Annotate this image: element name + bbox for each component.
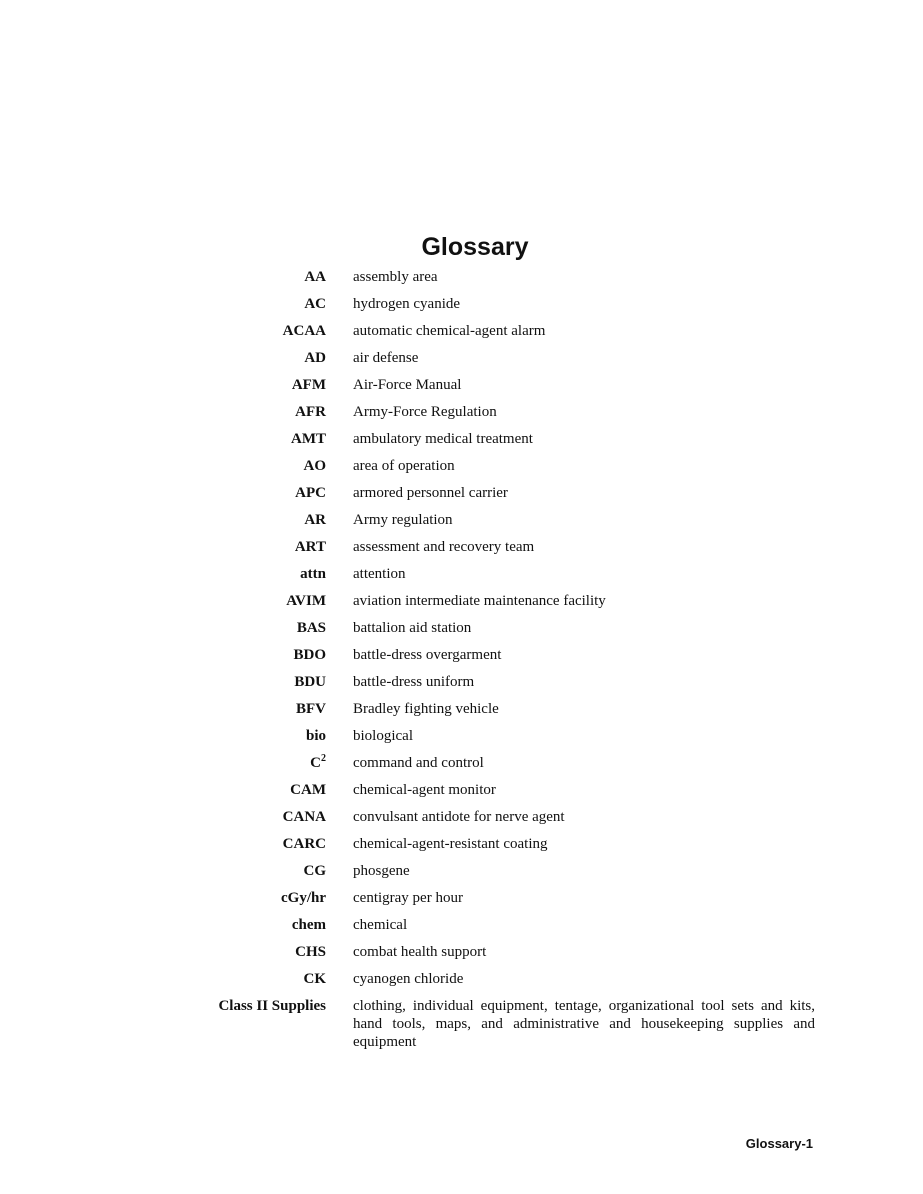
glossary-entry [190, 511, 820, 529]
glossary-term [190, 997, 326, 1015]
glossary-term-text: CHS [295, 944, 326, 960]
glossary-term [190, 592, 326, 610]
glossary-definition: armored personnel carrier [353, 485, 508, 501]
glossary-entry [190, 997, 820, 1051]
glossary-entry [190, 970, 820, 988]
glossary-definition: convulsant antidote for nerve agent [353, 809, 565, 825]
glossary-term-text: AFM [291, 377, 326, 393]
glossary-definition: Army-Force Regulation [353, 404, 497, 420]
glossary-term-text: BDU [294, 674, 326, 690]
glossary-definition: air defense [353, 350, 419, 366]
glossary-term-text: ART [294, 539, 326, 555]
glossary-definition: combat health support [353, 944, 487, 960]
glossary-term [190, 916, 326, 934]
glossary-term [190, 727, 326, 745]
glossary-entry [190, 565, 820, 583]
glossary-term [190, 322, 326, 340]
glossary-entry [190, 646, 820, 664]
glossary-entry [190, 889, 820, 907]
glossary-entry [190, 673, 820, 691]
glossary-entry [190, 403, 820, 421]
glossary-entry [190, 727, 820, 745]
glossary-term [190, 970, 326, 988]
glossary-definition: aviation intermediate maintenance facility [353, 593, 606, 609]
glossary-entry [190, 835, 820, 853]
glossary-term-text: APC [295, 485, 326, 501]
glossary-entry [190, 376, 820, 394]
glossary-definition: Air-Force Manual [353, 377, 462, 393]
glossary-entry [190, 619, 820, 637]
glossary-term-text: ACAA [282, 323, 326, 339]
glossary-term-text: AMT [291, 431, 326, 447]
glossary-term-text: CK [303, 971, 326, 987]
glossary-entry [190, 808, 820, 826]
glossary-term [190, 376, 326, 394]
glossary-term [190, 835, 326, 853]
glossary-term [190, 565, 326, 583]
glossary-definition: command and control [353, 755, 484, 771]
glossary-term-text: CANA [282, 809, 326, 825]
glossary-entry [190, 592, 820, 610]
glossary-entry [190, 268, 820, 286]
glossary-term-text: BDO [293, 647, 326, 663]
glossary-term [190, 538, 326, 556]
glossary-definition: cyanogen chloride [353, 971, 464, 987]
glossary-term-text: BAS [296, 620, 326, 636]
glossary-definition: biological [353, 728, 413, 744]
glossary-entry [190, 700, 820, 718]
glossary-entry [190, 781, 820, 799]
glossary-term-text: BFV [296, 701, 326, 717]
glossary-term-text: C [310, 755, 321, 771]
glossary-term [190, 295, 326, 313]
glossary-definition: hydrogen cyanide [353, 296, 461, 312]
glossary-entry [190, 754, 820, 772]
page-footer: Glossary-1 [745, 1136, 813, 1151]
glossary-definition: battle-dress uniform [353, 674, 475, 690]
glossary-definition: assembly area [353, 269, 438, 285]
glossary-entry [190, 862, 820, 880]
glossary-definition: Army regulation [353, 512, 453, 528]
glossary-term [190, 349, 326, 367]
glossary-entry [190, 484, 820, 502]
glossary-term [190, 457, 326, 475]
glossary-entry [190, 295, 820, 313]
glossary-entry [190, 916, 820, 934]
glossary-term-text: cGy/hr [281, 890, 326, 906]
glossary-entry [190, 943, 820, 961]
glossary-term-text: AD [304, 350, 326, 366]
glossary-definition: clothing, individual equipment, tentage, organizational tool sets and kits, hand tools, maps, and administrative and housekeeping supplies and equipment [353, 998, 815, 1050]
glossary-term [190, 619, 326, 637]
glossary-term-text: Class II Supplies [218, 998, 326, 1014]
page-title: Glossary [421, 232, 529, 261]
glossary-term-text: CARC [282, 836, 326, 852]
glossary-term [190, 511, 326, 529]
glossary-term-text: AVIM [286, 593, 326, 609]
glossary-term-text: CG [303, 863, 326, 879]
glossary-term [190, 943, 326, 961]
glossary-term-text: AO [303, 458, 326, 474]
glossary-definition: ambulatory medical treatment [353, 431, 533, 447]
glossary-term [190, 673, 326, 691]
glossary-term [190, 889, 326, 907]
glossary-term-text: attn [300, 566, 326, 582]
glossary-definition: area of operation [353, 458, 455, 474]
glossary-term [190, 646, 326, 664]
glossary-term-text: AFR [295, 404, 326, 420]
glossary-term-text: AR [304, 512, 326, 528]
glossary-term [190, 808, 326, 826]
glossary-term-text: AA [304, 269, 326, 285]
glossary-entry [190, 322, 820, 340]
glossary-term-text: chem [291, 917, 326, 933]
glossary-definition: attention [353, 566, 406, 582]
glossary-term [190, 700, 326, 718]
glossary-definition: phosgene [353, 863, 410, 879]
glossary-term [190, 754, 326, 772]
glossary-definition: Bradley fighting vehicle [353, 701, 499, 717]
glossary-definition: centigray per hour [353, 890, 463, 906]
glossary-definition: chemical-agent monitor [353, 782, 496, 798]
glossary-term-text: AC [304, 296, 326, 312]
glossary-definition: battle-dress overgarment [353, 647, 502, 663]
glossary-term-text: CAM [290, 782, 326, 798]
glossary-term-superscript: 2 [321, 753, 326, 764]
glossary-definition: battalion aid station [353, 620, 472, 636]
glossary-definition: assessment and recovery team [353, 539, 535, 555]
glossary-term [190, 430, 326, 448]
glossary-list [190, 268, 820, 1060]
glossary-definition: chemical [353, 917, 408, 933]
glossary-definition: chemical-agent-resistant coating [353, 836, 548, 852]
glossary-entry [190, 430, 820, 448]
glossary-definition: automatic chemical-agent alarm [353, 323, 546, 339]
glossary-term [190, 268, 326, 286]
glossary-term-text: bio [305, 728, 326, 744]
glossary-entry [190, 457, 820, 475]
glossary-term [190, 484, 326, 502]
glossary-entry [190, 538, 820, 556]
glossary-term [190, 403, 326, 421]
glossary-term [190, 781, 326, 799]
glossary-term [190, 862, 326, 880]
glossary-entry [190, 349, 820, 367]
